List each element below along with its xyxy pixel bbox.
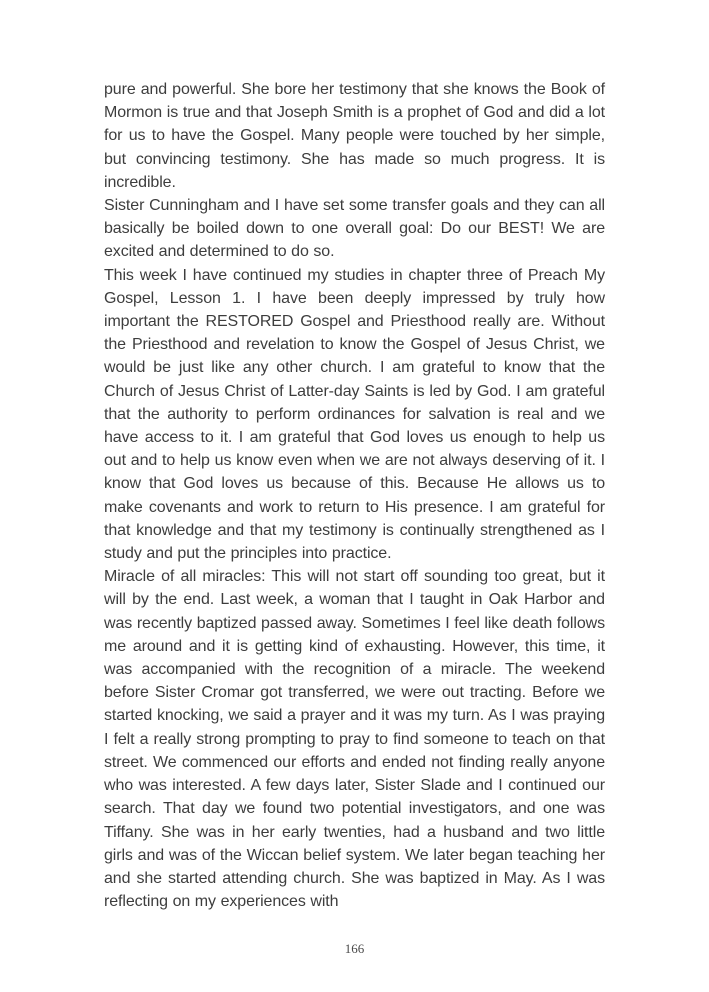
paragraph: pure and powerful. She bore her testimony that she knows the Book of Mormon is true and that Joseph Smith is a prophet of God and did a lot for us to have the Gospel. Many people were touched by her simple, but convincing testimony. She has made so much progress. It is incredible. [104, 81, 605, 191]
paragraph: Sister Cunningham and I have set some transfer goals and they can all basically be boiled down to one overall goal: Do our BEST! We are excited and determined to do so. [104, 197, 605, 261]
paragraph: This week I have continued my studies in chapter three of Preach My Gospel, Lesson 1. I have been deeply impressed by truly how important the RESTORED Gospel and Priesthood really are. Without the Priesthood and revelation to know the Gospel of Jesus Christ, we would be just like any other church. I am grateful to know that the Church of Jesus Christ of Latter-day Saints is led by God. I am grateful that the authority to perform ordinances for salvation is real and we have access to it. I am grateful that God loves us enough to help us out and to help us know even when we are not always deserving of it. I know that God loves us because of this. Because He allows us to make covenants and work to return to His presence. I am grateful for that knowledge and that my testimony is continually strengthened as I study and put the principles into practice. [104, 266, 605, 563]
paragraph: Miracle of all miracles: This will not start off sounding too great, but it will by the end. Last week, a woman that I taught in Oak Harbor and was recently baptized passed away. Sometimes I feel like death follows me around and it is getting kind of exhausting. However, this time, it was accompanied with the recognition of a miracle. The weekend before Sister Cromar got transferred, we were out tracting. Before we started knocking, we said a prayer and it was my turn. As I was praying I felt a really strong prompting to pray to find someone to teach on that street. We commenced our efforts and ended not finding really anyone who was interested. A few days later, Sister Slade and I continued our search. That day we found two potential investigators, and one was Tiffany. She was in her early twenties, had a husband and two little girls and was of the Wiccan belief system. We later began teaching her and she started attending church. She was baptized in May. As I was reflecting on my experiences with [104, 568, 605, 911]
page-number: 166 [344, 941, 365, 956]
page-body-text [104, 78, 605, 913]
